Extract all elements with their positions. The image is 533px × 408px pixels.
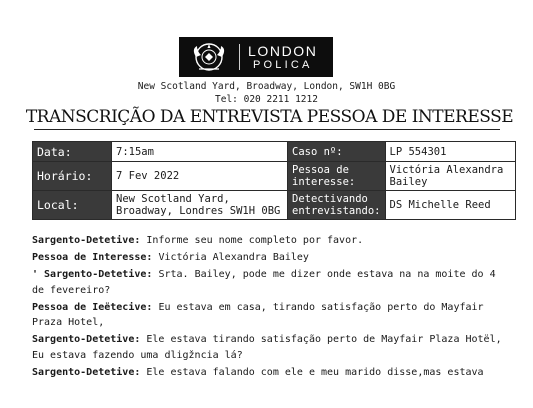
speaker-label: ' Sargento-Detetive: (32, 269, 153, 280)
interview-info-table (32, 141, 516, 220)
utterance-text: Informe seu nome completo por favor. (140, 235, 364, 246)
person-label-line-1: Pessoa de (292, 164, 349, 176)
transcript-line (32, 250, 502, 266)
utterance-text: Eu estava em casa, tirando satisfação perto do Mayfair Praza Hotel, (32, 301, 484, 328)
speaker-label: Sargento-Detetive: (32, 334, 141, 345)
utterance-text: Victória Alexandra Bailey (152, 252, 309, 263)
speaker-label: Sargento-Detetive: (32, 366, 141, 378)
logo-wordmark (248, 44, 318, 71)
location-value-line-1: New Scotland Yard, (116, 193, 230, 205)
info-row-time (33, 162, 516, 191)
phone-line: Tel: 020 2211 1212 (215, 94, 318, 105)
detective-value: DS Michelle Reed (385, 191, 515, 220)
logo-divider (239, 44, 240, 70)
date-value: 7:15am (112, 142, 288, 162)
person-value-line-1: Victória Alexandra (389, 164, 504, 176)
detective-label (288, 191, 386, 220)
person-label-line-2: interesse: (292, 176, 356, 188)
document-title: TRANSCRIÇÃO DA ENTREVISTA PESSOA DE INTERESSE (25, 107, 514, 127)
speaker-label: Pessoa de Interesse: (32, 252, 153, 263)
crest-icon (191, 40, 227, 74)
person-value-line-2: Bailey (389, 176, 428, 188)
transcript-line (32, 267, 502, 298)
location-label: Local: (33, 191, 112, 220)
detective-label-line-2: entrevistando: (292, 205, 381, 217)
utterance-text: Srta. Bailey, pode me dizer onde estava na na moite do 4 de fevereiro? (32, 269, 496, 296)
logo-line-2: POLICA (252, 58, 313, 71)
time-value: 7 Fev 2022 (112, 162, 288, 191)
location-value (112, 191, 288, 220)
police-logo (179, 37, 333, 77)
speaker-label: Sargento-Detetive: (32, 235, 141, 246)
transcript-line (32, 332, 502, 363)
transcript-line (32, 365, 502, 381)
utterance-text: Ele estava tirando satisfação perto de Mayfair Plaza Hotël, Eu estava fazendo uma dligžncia lá? (32, 334, 502, 361)
transcript-body (32, 233, 502, 382)
case-label: Caso nº: (288, 142, 386, 162)
address-block (0, 80, 533, 106)
person-label (288, 162, 386, 191)
time-label: Horário: (33, 162, 112, 191)
person-value (385, 162, 515, 191)
location-value-line-2: Broadway, Londres SW1H 0BG (116, 205, 281, 217)
transcript-line (32, 233, 502, 249)
case-value: LP 554301 (385, 142, 515, 162)
logo-line-1: LONDON (248, 42, 318, 59)
address-line: New Scotland Yard, Broadway, London, SW1H 0BG (137, 81, 396, 92)
speaker-label: Pessoa de Ieëtecive: (32, 301, 153, 313)
info-row-location (33, 191, 516, 220)
title-underline (34, 129, 500, 130)
transcript-line (32, 300, 502, 331)
utterance-text: Ele estava falando com ele e meu marido disse,mas estava (140, 366, 484, 378)
date-label: Data: (33, 142, 112, 162)
detective-label-line-1: Detectivando (292, 193, 368, 205)
info-row-date (33, 142, 516, 162)
